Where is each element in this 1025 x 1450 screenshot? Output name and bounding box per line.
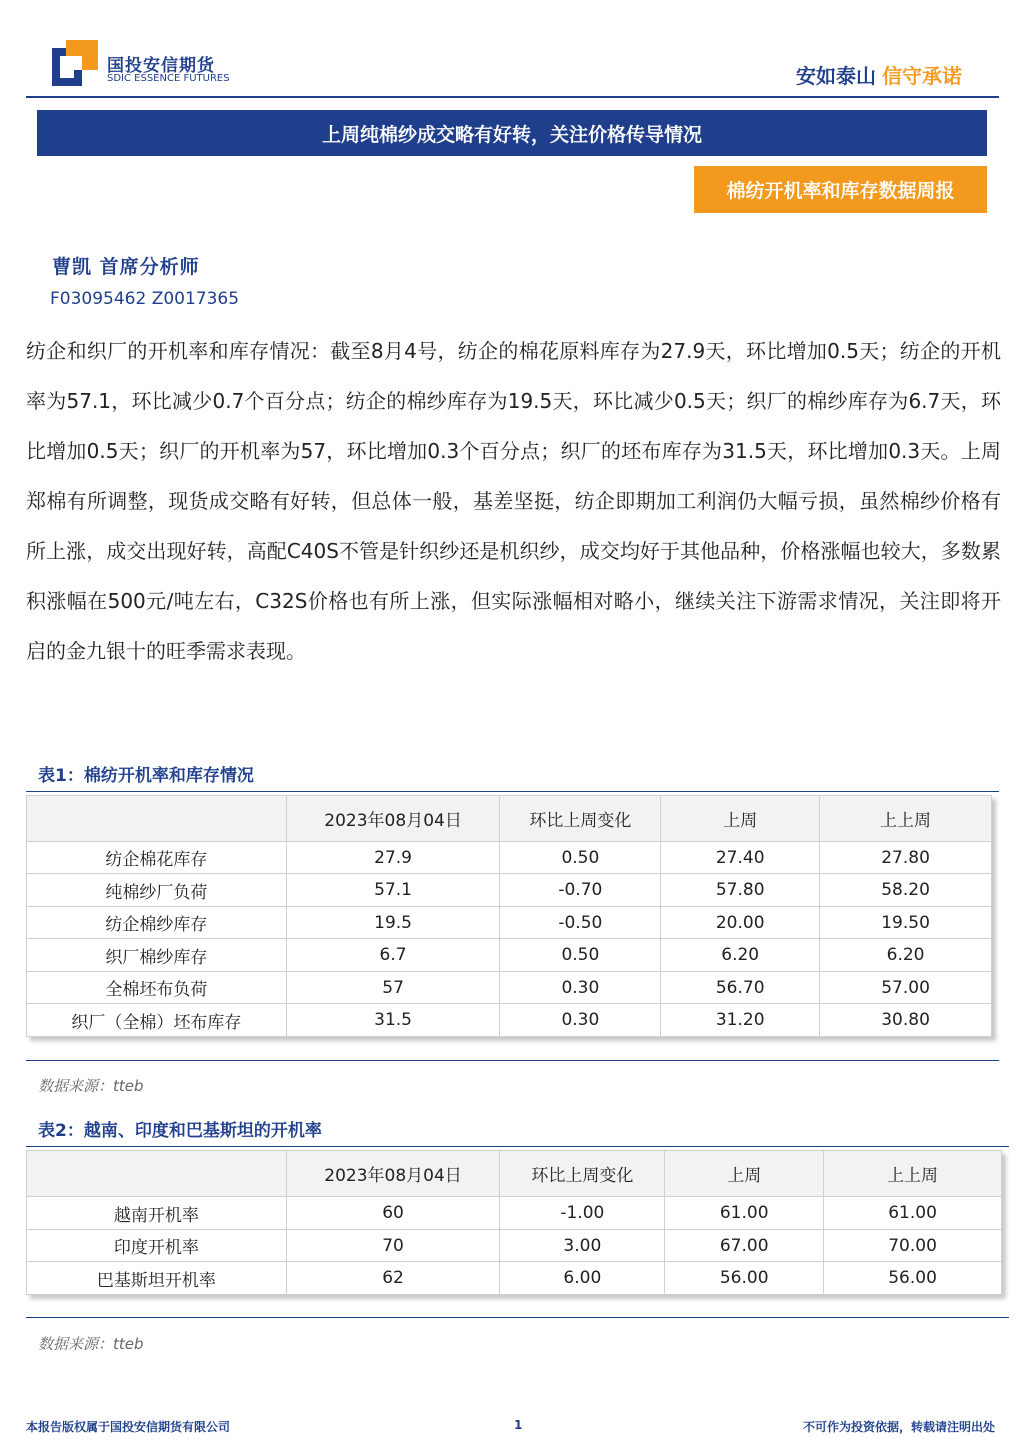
table-cell: 62 bbox=[286, 1262, 500, 1295]
table-cell: 0.30 bbox=[500, 1004, 661, 1037]
table2-header-cell: 上上周 bbox=[824, 1151, 1002, 1197]
table2-caption: 表2：越南、印度和巴基斯坦的开机率 bbox=[38, 1121, 322, 1141]
report-title: 上周纯棉纱成交略有好转，关注价格传导情况 bbox=[37, 110, 987, 156]
table-cell: 70.00 bbox=[824, 1230, 1002, 1262]
table-cell: 0.50 bbox=[500, 842, 661, 874]
table-cell: 57.80 bbox=[661, 874, 820, 907]
table-row bbox=[27, 1262, 1002, 1295]
table1-header-cell bbox=[27, 796, 287, 842]
table-row bbox=[27, 972, 992, 1004]
table-cell: 20.00 bbox=[661, 907, 820, 939]
table-row bbox=[27, 1230, 1002, 1262]
table2-source: 数据来源：tteb bbox=[38, 1335, 144, 1353]
table-row bbox=[27, 1197, 1002, 1230]
table-cell: 57 bbox=[286, 972, 500, 1004]
table1-header-cell: 上上周 bbox=[820, 796, 992, 842]
table-row bbox=[27, 874, 992, 907]
report-body-paragraph: 纺企和织厂的开机率和库存情况：截至8月4号，纺企的棉花原料库存为27.9天，环比增加0.5天；纺企的开机率为57.1，环比减少0.7个百分点；纺企的棉纱库存为19.5天，环比减少0.5天；织厂的棉纱库存为6.7天，环比增加0.5天；织厂的开机率为57，环比增加0.3个百分点；织厂的坯布库存为31.5天，环比增加0.3天。上周郑棉有所调整，现货成交略有好转，但总体一般，基差坚挺，纺企即期加工利润仍大幅亏损，虽然棉纱价格有所上涨，成交出现好转，高配C40S不管是针织纱还是机织纱，成交均好于其他品种，价格涨幅也较大，多数累积涨幅在500元/吨左右，C32S价格也有所上涨，但实际涨幅相对略小，继续关注下游需求情况，关注即将开启的金九银十的旺季需求表现。 bbox=[26, 339, 1001, 663]
table-cell: 60 bbox=[286, 1197, 500, 1230]
table1-source: 数据来源：tteb bbox=[38, 1077, 144, 1095]
table-cell: -1.00 bbox=[500, 1197, 665, 1230]
table-cell: 56.00 bbox=[665, 1262, 824, 1295]
table-cell: 57.1 bbox=[286, 874, 500, 907]
footer-page-number: 1 bbox=[514, 1418, 523, 1432]
slogan-part-a: 安如泰山 bbox=[796, 64, 876, 88]
header-divider bbox=[26, 96, 999, 98]
table1-header-cell: 上周 bbox=[661, 796, 820, 842]
slogan-part-b: 信守承诺 bbox=[882, 64, 962, 88]
table-cell: 61.00 bbox=[824, 1197, 1002, 1230]
table2-header-cell bbox=[27, 1151, 287, 1197]
table-cell: 0.30 bbox=[500, 972, 661, 1004]
table2-header-row bbox=[27, 1151, 1002, 1197]
table2-bottom-rule bbox=[26, 1317, 1009, 1318]
table-cell: 31.20 bbox=[661, 1004, 820, 1037]
table2-header-cell: 上周 bbox=[665, 1151, 824, 1197]
table-cell: 58.20 bbox=[820, 874, 992, 907]
table1-header-row bbox=[27, 796, 992, 842]
table-cell: 57.00 bbox=[820, 972, 992, 1004]
footer-copyright: 本报告版权属于国投安信期货有限公司 bbox=[26, 1420, 231, 1434]
row-label: 织厂（全棉）坯布库存 bbox=[27, 1004, 287, 1037]
slogan bbox=[796, 60, 962, 89]
table-cell: 19.5 bbox=[286, 907, 500, 939]
table2-header-cell: 2023年08月04日 bbox=[286, 1151, 500, 1197]
table-cell: 6.20 bbox=[820, 939, 992, 972]
table-cell: -0.70 bbox=[500, 874, 661, 907]
row-label: 纯棉纱厂负荷 bbox=[27, 874, 287, 907]
row-label: 织厂棉纱库存 bbox=[27, 939, 287, 972]
table-cell: 61.00 bbox=[665, 1197, 824, 1230]
table-cell: 6.7 bbox=[286, 939, 500, 972]
row-label: 印度开机率 bbox=[27, 1230, 287, 1262]
row-label: 越南开机率 bbox=[27, 1197, 287, 1230]
table-cell: 19.50 bbox=[820, 907, 992, 939]
table-cell: 6.20 bbox=[661, 939, 820, 972]
company-name-cn: 国投安信期货 bbox=[107, 56, 215, 76]
table-row bbox=[27, 842, 992, 874]
table-row bbox=[27, 907, 992, 939]
row-label: 全棉坯布负荷 bbox=[27, 972, 287, 1004]
table1-bottom-rule bbox=[26, 1060, 999, 1061]
footer-disclaimer: 不可作为投资依据，转载请注明出处 bbox=[802, 1420, 995, 1434]
table-row bbox=[27, 1004, 992, 1037]
table1-header-cell: 2023年08月04日 bbox=[286, 796, 500, 842]
table-cell: 56.00 bbox=[824, 1262, 1002, 1295]
table-cell: 0.50 bbox=[500, 939, 661, 972]
table-cell: 31.5 bbox=[286, 1004, 500, 1037]
table1-header-cell: 环比上周变化 bbox=[500, 796, 661, 842]
table-cell: 70 bbox=[286, 1230, 500, 1262]
table2-top-rule bbox=[26, 1146, 1009, 1147]
analyst-name: 曹凯 首席分析师 bbox=[52, 256, 200, 278]
table-cell: -0.50 bbox=[500, 907, 661, 939]
report-type-tag: 棉纺开机率和库存数据周报 bbox=[694, 166, 987, 213]
table-cell: 27.80 bbox=[820, 842, 992, 874]
table1-top-rule bbox=[26, 791, 999, 792]
table1 bbox=[26, 795, 992, 1037]
row-label: 纺企棉纱库存 bbox=[27, 907, 287, 939]
table-cell: 27.9 bbox=[286, 842, 500, 874]
table2-header-cell: 环比上周变化 bbox=[500, 1151, 665, 1197]
analyst-ids: F03095462 Z0017365 bbox=[50, 289, 240, 309]
table-cell: 3.00 bbox=[500, 1230, 665, 1262]
table1-caption: 表1：棉纺开机率和库存情况 bbox=[38, 766, 254, 786]
company-name-en: SDIC ESSENCE FUTURES bbox=[107, 73, 230, 84]
table-row bbox=[27, 939, 992, 972]
company-logo-icon bbox=[52, 40, 98, 86]
table-cell: 30.80 bbox=[820, 1004, 992, 1037]
row-label: 纺企棉花库存 bbox=[27, 842, 287, 874]
table-cell: 67.00 bbox=[665, 1230, 824, 1262]
table-cell: 56.70 bbox=[661, 972, 820, 1004]
table-cell: 6.00 bbox=[500, 1262, 665, 1295]
table-cell: 27.40 bbox=[661, 842, 820, 874]
row-label: 巴基斯坦开机率 bbox=[27, 1262, 287, 1295]
table2 bbox=[26, 1150, 1002, 1295]
